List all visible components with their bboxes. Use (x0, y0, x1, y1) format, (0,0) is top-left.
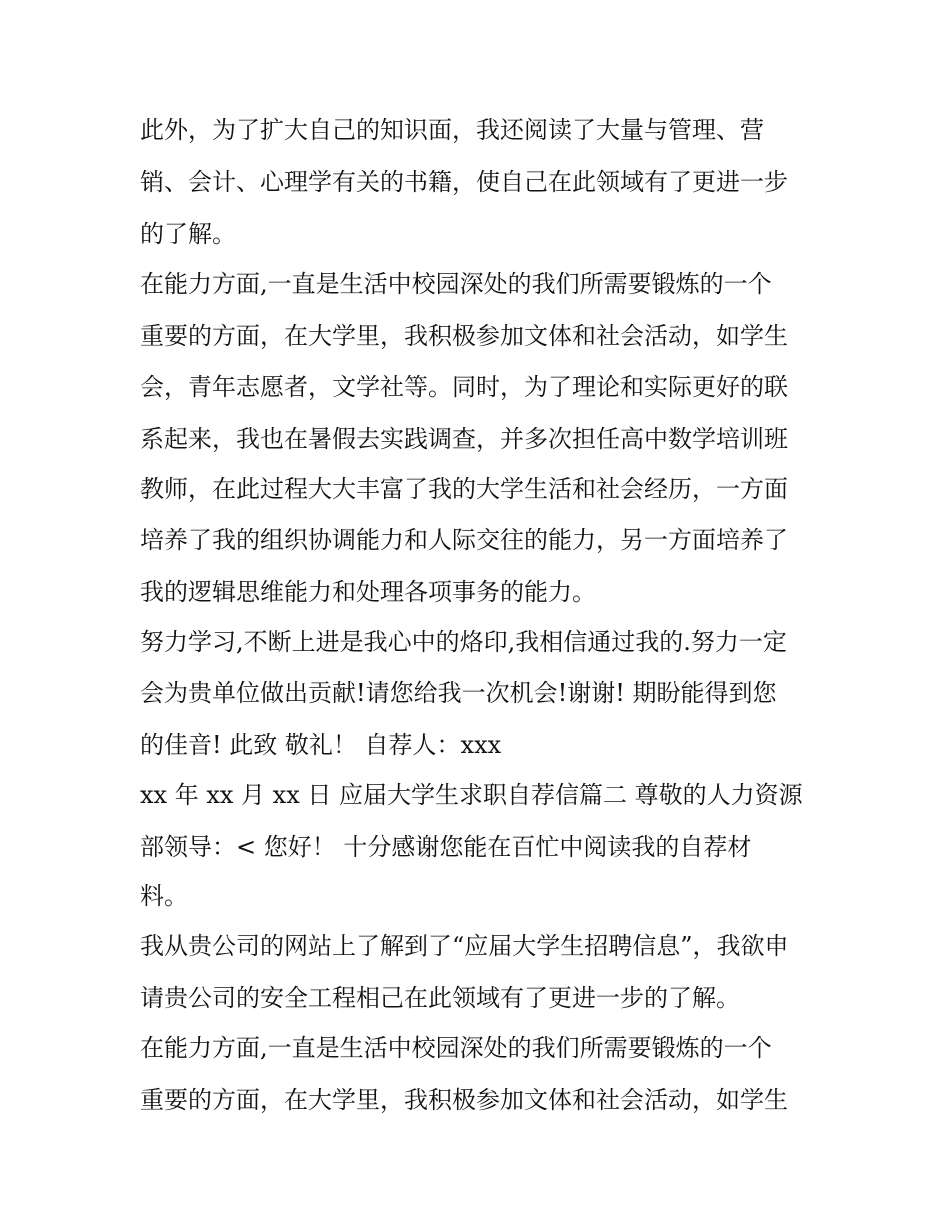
paragraph-line: 努力学习,不断上进是我心中的烙印,我相信通过我的.努力一定 (140, 628, 787, 656)
paragraph-line: 在能力方面,一直是生活中校园深处的我们所需要锻炼的一个 (140, 1034, 772, 1062)
paragraph-line: 我的逻辑思维能力和处理各项事务的能力。 (140, 578, 596, 606)
paragraph-line: 我从贵公司的网站上了解到了“应届大学生招聘信息”，我欲申 (140, 932, 789, 960)
paragraph-line: 会为贵单位做出贡献!请您给我一次机会!谢谢! 期盼能得到您 (140, 679, 777, 707)
signature-line: 的佳音! 此致 敬礼！ 自荐人：xxx (140, 731, 502, 759)
paragraph-line: 会，青年志愿者，文学社等。同时，为了理论和实际更好的联 (140, 373, 788, 401)
greeting-line: 部领导：< 您好！ 十分感谢您能在百忙中阅读我的自荐材 (140, 833, 752, 861)
paragraph-line: 培养了我的组织协调能力和人际交往的能力，另一方面培养了 (140, 526, 788, 554)
paragraph-line: 料。 (140, 882, 188, 910)
paragraph-line: 教师，在此过程大大丰富了我的大学生活和社会经历，一方面 (140, 475, 788, 503)
paragraph-line: 的了解。 (140, 220, 236, 248)
paragraph-line: 重要的方面，在大学里，我积极参加文体和社会活动，如学生 (140, 322, 788, 350)
paragraph-line: 销、会计、心理学有关的书籍，使自己在此领域有了更进一步 (140, 168, 788, 196)
paragraph-line: 系起来，我也在暑假去实践调查，并多次担任高中数学培训班 (140, 425, 788, 453)
paragraph-line: 重要的方面，在大学里，我积极参加文体和社会活动，如学生 (140, 1086, 788, 1114)
paragraph-line: 在能力方面,一直是生活中校园深处的我们所需要锻炼的一个 (140, 270, 772, 298)
date-heading-line: xx 年 xx 月 xx 日 应届大学生求职自荐信篇二 尊敬的人力资源 (140, 781, 803, 809)
paragraph-line: 请贵公司的安全工程相己在此领域有了更进一步的了解。 (140, 984, 740, 1012)
paragraph-line: 此外，为了扩大自己的知识面，我还阅读了大量与管理、营 (140, 116, 764, 144)
